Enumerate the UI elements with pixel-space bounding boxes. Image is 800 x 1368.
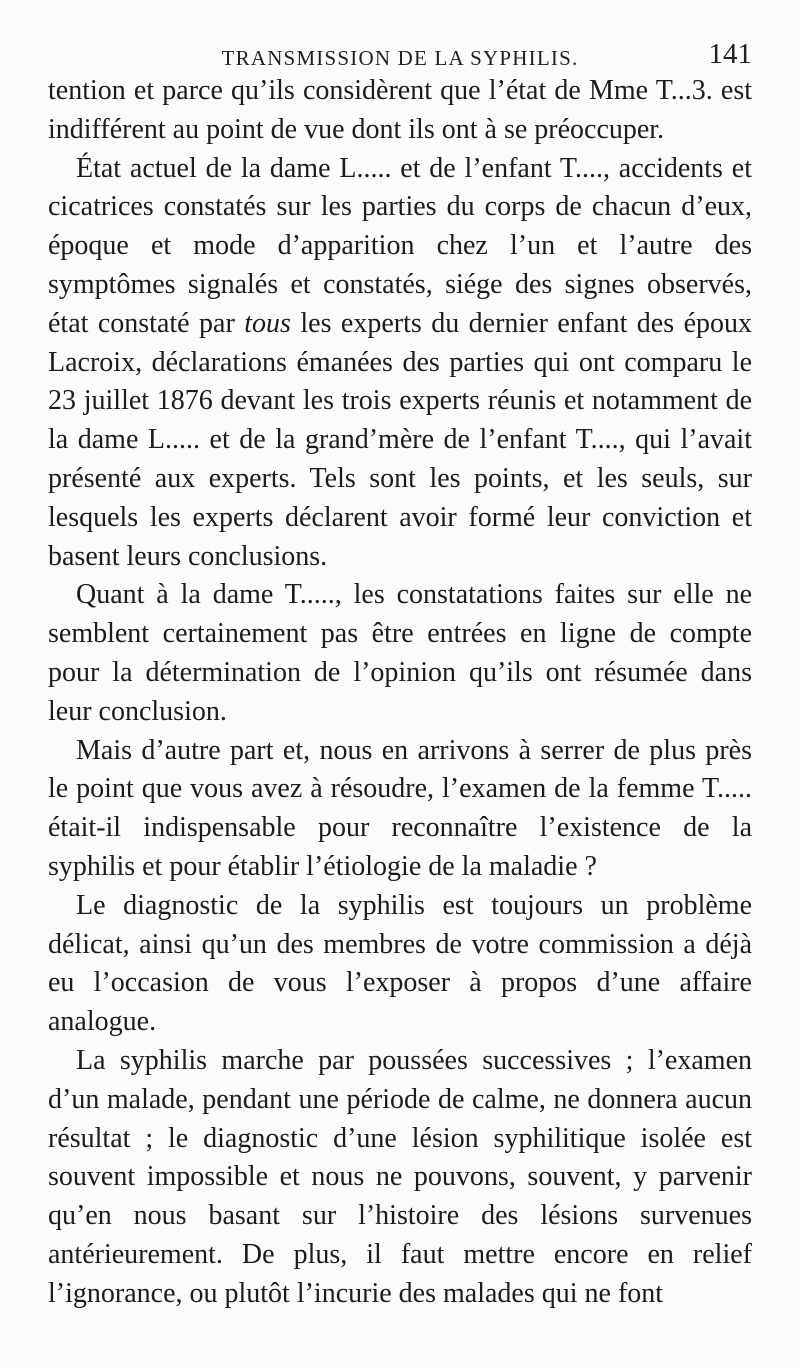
paragraph-text: tention et parce qu’ils considèrent que l’état de Mme T...3. est indifférent au point de vue dont ils ont à se préoccuper. xyxy=(48,75,752,145)
paragraph-continued xyxy=(48,72,752,150)
paragraph-text: La syphilis marche par poussées successives ; l’examen d’un malade, pendant une période de calme, ne donnera aucun résultat ; le diagnostic d’une lésion syphilitique isolée est souvent impossible et nous ne pouvons, souvent, y parvenir qu’en nous basant sur l’histoire des lésions survenues antérieurement. De plus, il faut mettre encore en relief l’ignorance, ou plutôt l’incurie des malades qui ne font xyxy=(48,1044,752,1309)
paragraph xyxy=(48,887,752,1042)
paragraph xyxy=(48,1042,752,1314)
paragraph xyxy=(48,732,752,887)
paragraph-text: Le diagnostic de la syphilis est toujours un problème délicat, ainsi qu’un des membres de votre commission a déjà eu l’occasion de vous l’exposer à propos d’une affaire analogue. xyxy=(48,889,752,1038)
paragraph xyxy=(48,150,752,577)
emphasis-text: tous xyxy=(244,307,291,339)
running-title: TRANSMISSION DE LA SYPHILIS. xyxy=(221,46,579,70)
paragraph-text: Mais d’autre part et, nous en arrivons à serrer de plus près le point que vous avez à résoudre, l’examen de la femme T..... était-il indispensable pour reconnaître l’existence de la syphilis et pour établir l’étiologie de la maladie ? xyxy=(48,734,752,882)
paragraph-text: les experts du dernier enfant des époux Lacroix, déclarations émanées des parties qui ont comparu le 23 juillet 1876 devant les trois experts réunis et notamment de la dame L..... et de la grand’mère de l’enfant T...., qui l’avait présenté aux experts. Tels sont les points, et les seuls, sur lesquels les experts déclarent avoir formé leur conviction et basent leurs conclusions. xyxy=(48,307,753,572)
paragraph-text: Quant à la dame T....., les constatations faites sur elle ne semblent certainement pas être entrées en ligne de compte pour la détermination de l’opinion qu’ils ont résumée dans leur conclusion. xyxy=(48,579,752,727)
paragraph xyxy=(48,576,752,731)
body-text xyxy=(48,72,752,1314)
page-number: 141 xyxy=(708,38,752,70)
paragraph-text: État actuel de la dame L..... et de l’enfant T...., accidents et cicatrices constatés sur les parties du corps de chacun d’eux, époque et mode d’apparition chez l’un et l’autre des symptômes signalés et constatés, siége des signes observés, état constaté par xyxy=(48,152,752,339)
